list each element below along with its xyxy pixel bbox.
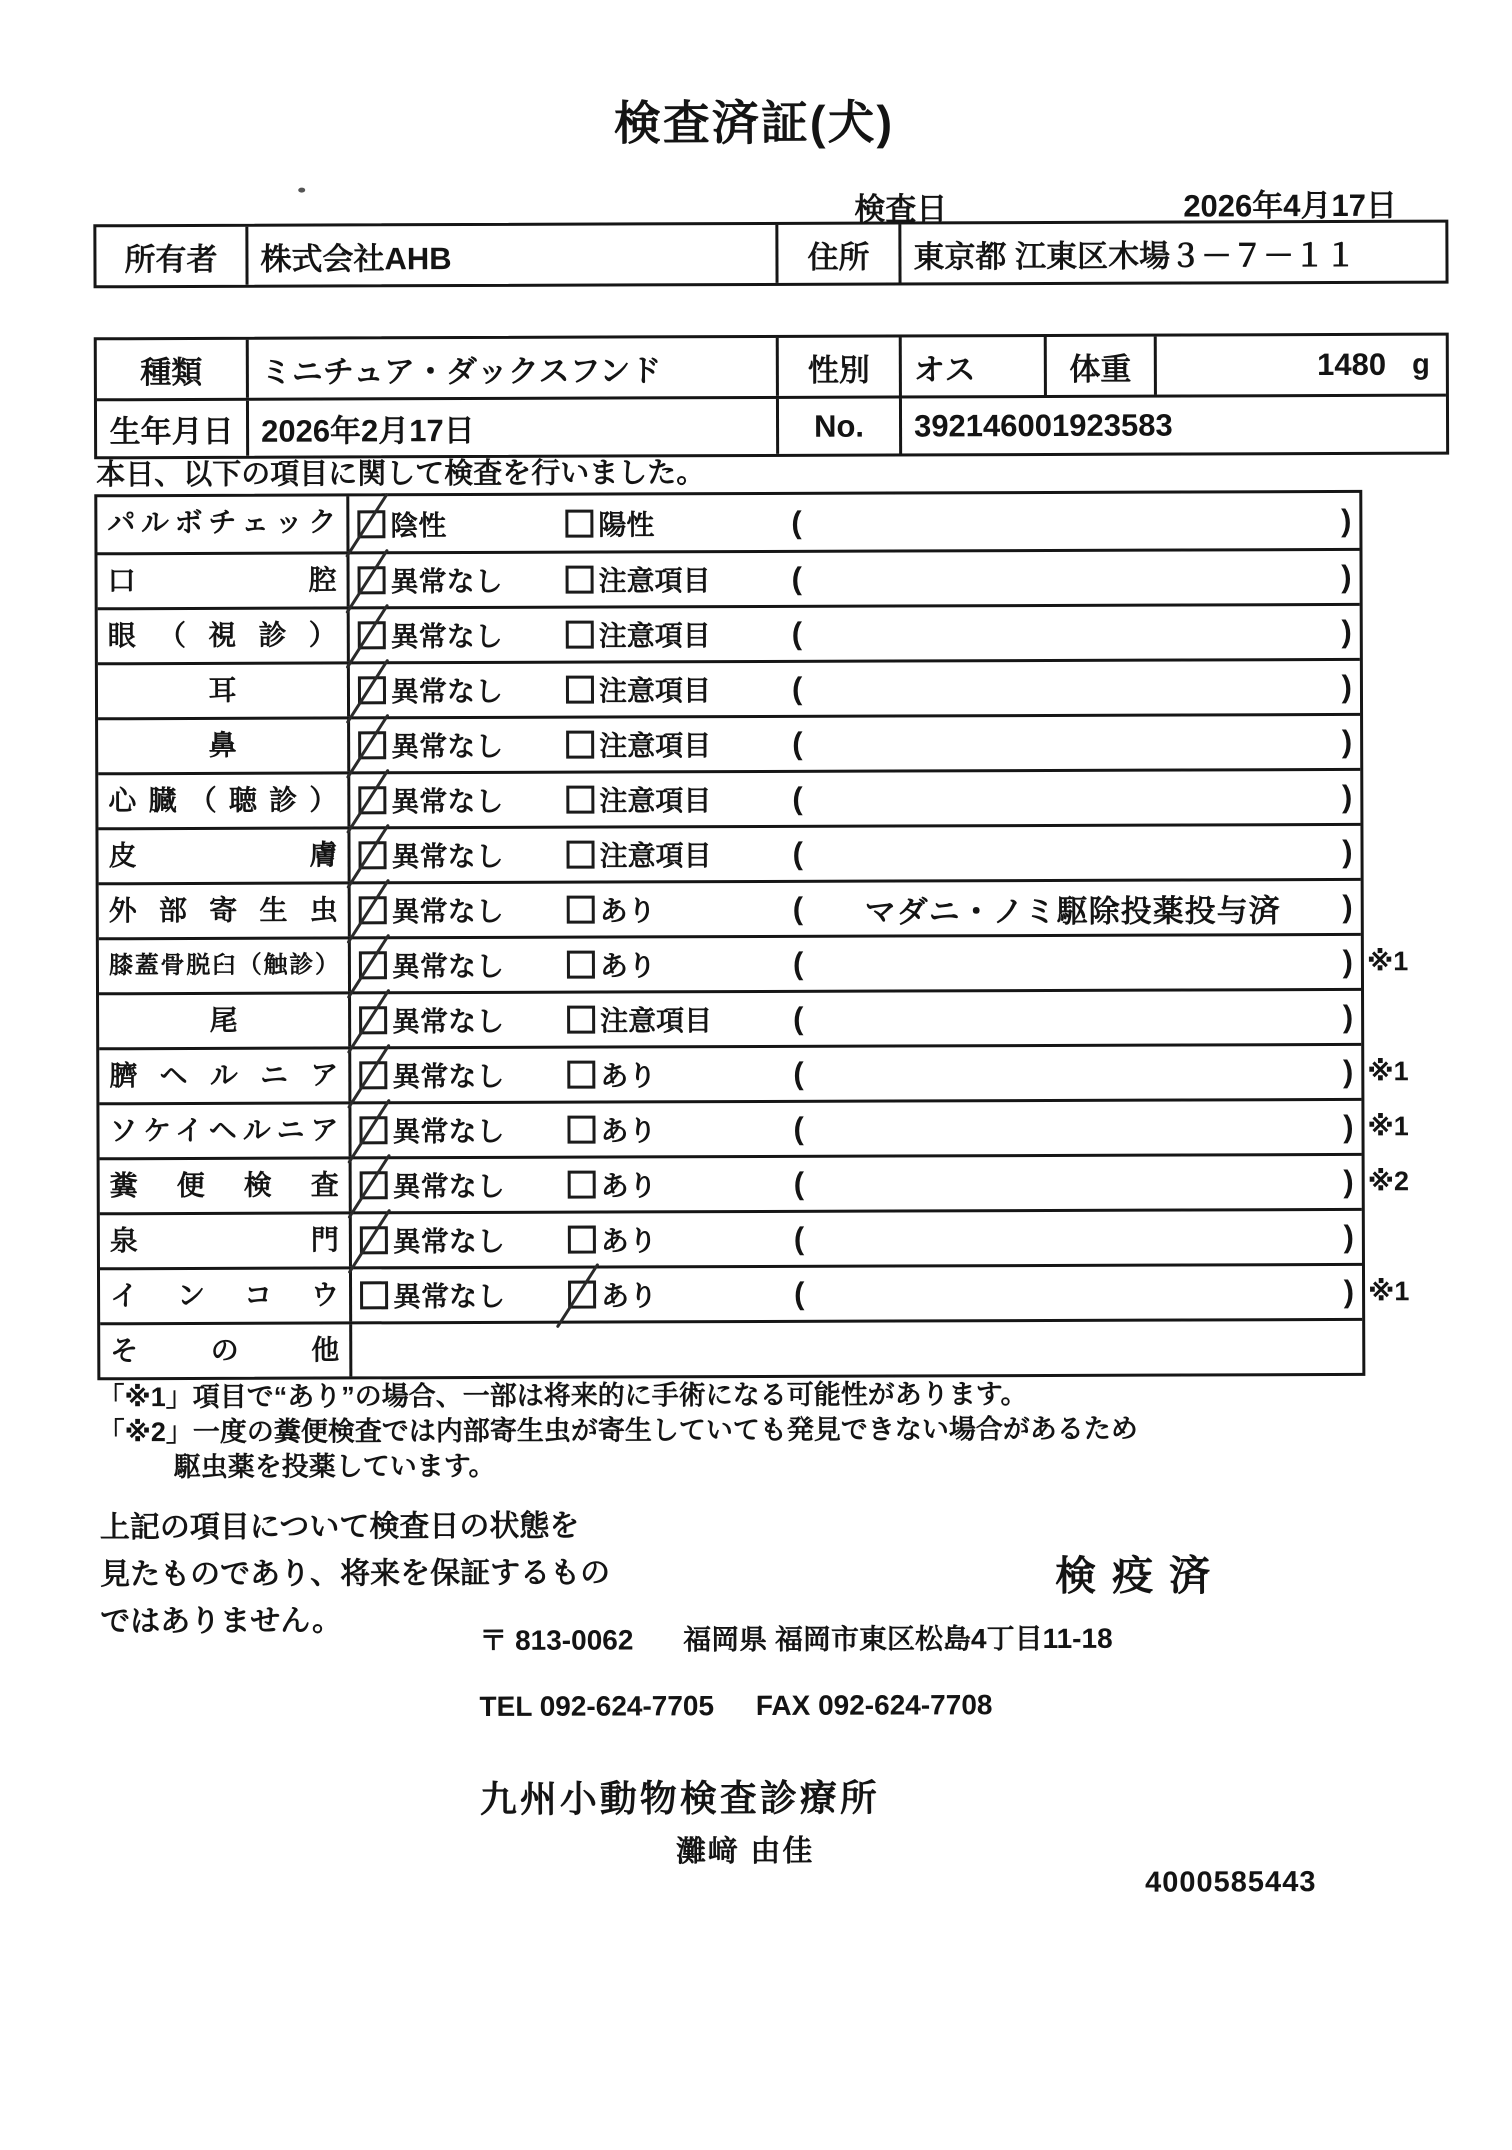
- inspection-table: [94, 490, 1410, 1380]
- item-label: 外部寄生虫: [99, 884, 351, 937]
- address-label: 住所: [778, 224, 901, 282]
- item-label: 尾: [99, 994, 351, 1047]
- check-mark: [345, 492, 389, 558]
- paren-open-bracket: (: [792, 890, 804, 926]
- checkbox-icon[interactable]: [358, 566, 386, 594]
- item-label: 泉門: [100, 1214, 352, 1267]
- footnote-line: 「※1」項目で“あり”の場合、一部は将来的に手術になる可能性があります。: [97, 1379, 1028, 1413]
- checkbox-option-2: [567, 1054, 753, 1095]
- option-label: 異常なし: [391, 895, 504, 928]
- item-result: [349, 551, 1359, 607]
- table-row: [99, 1098, 1409, 1157]
- option-label: 異常なし: [391, 785, 504, 818]
- option-label: あり: [599, 950, 656, 982]
- checkbox-icon[interactable]: [566, 786, 594, 814]
- table-row: [97, 548, 1359, 607]
- birth-label: 生年月日: [97, 401, 249, 457]
- checkbox-option-2: [567, 999, 753, 1040]
- option-label: 異常なし: [392, 1060, 505, 1093]
- clinic-postal-line: [479, 1617, 1112, 1659]
- checkbox-icon[interactable]: [568, 1281, 596, 1309]
- option-label: あり: [599, 895, 656, 927]
- disclaimer-line: 上記の項目について検査日の状態を: [99, 1509, 580, 1545]
- note-badge: ※1: [1366, 946, 1409, 977]
- paren-close-bracket: ): [1343, 1273, 1355, 1309]
- clinic-name: 九州小動物検査診療所: [479, 1777, 880, 1820]
- species-label: 種類: [97, 340, 249, 399]
- remarks-field: [753, 999, 1361, 1037]
- checkbox-option-2: [566, 614, 752, 655]
- paren-open-bracket: (: [793, 1000, 804, 1036]
- table-row: [99, 933, 1409, 992]
- check-mark: [345, 604, 389, 670]
- checkbox-option-2: [568, 1164, 754, 1205]
- clinic-tel: TEL 092-624-7705: [479, 1690, 715, 1722]
- remarks-value: [802, 687, 1341, 689]
- check-mark: [347, 1154, 391, 1220]
- checkbox-icon[interactable]: [357, 510, 385, 538]
- remarks-value: [804, 1182, 1343, 1184]
- paren-close-bracket: ): [1342, 833, 1353, 869]
- paren-close-bracket: ): [1342, 998, 1354, 1034]
- checkbox-icon[interactable]: [566, 731, 594, 759]
- weight-value: 1480: [1317, 346, 1387, 383]
- owner-label: 所有者: [96, 227, 248, 286]
- item-result: [352, 1266, 1362, 1322]
- table-row: [97, 493, 1359, 552]
- weight-cell: [1157, 336, 1446, 395]
- clinic-postal: 〒 813-0062: [479, 1624, 634, 1656]
- checkbox-icon[interactable]: [358, 621, 386, 649]
- remarks-field: [752, 559, 1360, 597]
- table-row: [99, 988, 1361, 1047]
- option-label: 注意項目: [599, 785, 712, 817]
- checkbox-icon[interactable]: [358, 786, 386, 814]
- address-value: 東京都 江東区木場３－７－１１: [913, 237, 1357, 274]
- note-badge: ※1: [1367, 1056, 1409, 1087]
- remarks-value: [803, 797, 1342, 799]
- remarks-field: [752, 669, 1360, 707]
- check-mark: [347, 1044, 391, 1110]
- item-label: 臍ヘルニア: [99, 1049, 351, 1102]
- sex-value: オス: [902, 337, 1047, 396]
- paren-open-bracket: (: [791, 504, 802, 540]
- option-label: 注意項目: [598, 620, 711, 652]
- option-label: 陽性: [598, 508, 655, 541]
- no-label: No.: [779, 398, 902, 453]
- table-row: [98, 768, 1360, 827]
- checkbox-option-2: [566, 834, 752, 875]
- checkbox-icon[interactable]: [566, 566, 594, 594]
- remarks-value: [803, 962, 1342, 964]
- item-label: 心臓（聴診）: [98, 774, 350, 827]
- item-result: [350, 826, 1360, 882]
- item-result: [352, 1211, 1362, 1267]
- table-row: [100, 1318, 1362, 1377]
- table-row: [98, 658, 1360, 717]
- paren-open-bracket: (: [793, 1165, 805, 1201]
- check-mark: [347, 1099, 391, 1165]
- paren-close-bracket: ): [1342, 943, 1353, 979]
- item-label: パルボチェック: [97, 496, 349, 552]
- item-label: ソケイヘルニア: [99, 1104, 351, 1157]
- paren-open-bracket: (: [792, 835, 803, 871]
- paren-open-bracket: (: [791, 670, 803, 706]
- remarks-field: [754, 1274, 1362, 1312]
- checkbox-icon[interactable]: [566, 676, 594, 704]
- checkbox-option-1: [358, 615, 566, 656]
- check-mark: [346, 714, 390, 780]
- checkbox-icon[interactable]: [568, 1226, 596, 1254]
- option-label: あり: [600, 1060, 657, 1092]
- checkbox-option-2: [568, 1274, 754, 1315]
- birth-value: 2026年2月17日: [249, 399, 779, 456]
- option-label: 異常なし: [391, 840, 504, 873]
- check-mark: [347, 934, 391, 1000]
- option-label: 注意項目: [600, 1005, 713, 1037]
- option-label: あり: [600, 1115, 657, 1147]
- quarantine-stamp: 検疫済: [1054, 1552, 1227, 1599]
- item-label: 鼻: [98, 719, 350, 772]
- item-result: [352, 1156, 1362, 1212]
- table-row: [98, 823, 1360, 882]
- remarks-value: [802, 742, 1341, 744]
- item-label: 耳: [98, 664, 350, 717]
- paren-close-bracket: ): [1342, 1053, 1354, 1089]
- checkbox-option-1: [357, 503, 565, 544]
- checkbox-icon[interactable]: [567, 1116, 595, 1144]
- pet-table: [94, 333, 1449, 460]
- remarks-field: [752, 614, 1360, 652]
- checkbox-option-2: [566, 669, 752, 710]
- paren-open-bracket: (: [791, 615, 803, 651]
- item-label: その他: [100, 1324, 352, 1377]
- paren-open-bracket: (: [791, 560, 802, 596]
- option-label: 異常なし: [393, 1280, 506, 1313]
- checkbox-option-1: [359, 945, 567, 986]
- checkbox-icon[interactable]: [359, 1006, 387, 1034]
- checkbox-option-1: [359, 1110, 567, 1151]
- option-label: あり: [601, 1280, 658, 1312]
- check-mark: [348, 1209, 392, 1275]
- checkbox-option-2: [567, 944, 753, 985]
- paren-open-bracket: (: [792, 780, 803, 816]
- clinic-tel-line: [479, 1689, 992, 1723]
- item-label: 糞便検査: [100, 1159, 352, 1212]
- option-label: 陰性: [390, 509, 447, 541]
- item-result: [351, 1101, 1361, 1157]
- footnotes: [97, 1377, 1138, 1486]
- remarks-value: [804, 1292, 1343, 1294]
- item-label: 眼（視診）: [98, 609, 350, 662]
- paren-close-bracket: ): [1343, 1108, 1354, 1144]
- checkbox-option-1: [359, 1000, 567, 1041]
- item-label: 口腔: [97, 554, 349, 607]
- checkbox-option-2: [566, 559, 752, 600]
- check-mark: [345, 549, 389, 615]
- option-label: 異常なし: [390, 675, 504, 708]
- option-label: あり: [600, 1225, 657, 1257]
- table-row: [98, 603, 1360, 662]
- option-label: 異常なし: [392, 1225, 505, 1258]
- remarks-field: [753, 1054, 1361, 1092]
- checkbox-icon[interactable]: [566, 841, 594, 869]
- item-result: [352, 1321, 1362, 1377]
- checkbox-icon[interactable]: [358, 676, 386, 704]
- paren-close-bracket: ): [1342, 888, 1353, 924]
- option-label: 異常なし: [392, 1170, 505, 1203]
- inspection-date-label: 検査日: [854, 191, 948, 227]
- paren-open-bracket: (: [794, 1275, 805, 1311]
- remarks-value: [804, 1072, 1343, 1074]
- remarks-field: [752, 834, 1360, 872]
- no-value: 392146001923583: [913, 407, 1173, 443]
- paren-close-bracket: ): [1341, 723, 1353, 759]
- inspection-date-value: 2026年4月17日: [1183, 187, 1398, 224]
- paren-open-bracket: (: [793, 1055, 804, 1091]
- checkbox-option-1: [359, 1055, 567, 1096]
- checkbox-icon[interactable]: [359, 896, 387, 924]
- sex-label: 性別: [779, 337, 902, 395]
- checkbox-icon[interactable]: [359, 1061, 387, 1089]
- checkbox-icon[interactable]: [358, 841, 386, 869]
- paren-close-bracket: ): [1341, 668, 1353, 704]
- remarks-field: [753, 944, 1361, 982]
- option-label: 異常なし: [391, 730, 504, 763]
- birth-row: [97, 394, 1446, 457]
- checkbox-icon[interactable]: [360, 1281, 388, 1309]
- table-row: [99, 1043, 1409, 1102]
- check-mark: [346, 769, 390, 835]
- checkbox-option-1: [358, 560, 566, 601]
- footnote-line: 駆虫薬を投薬しています。: [173, 1450, 496, 1483]
- paren-close-bracket: ): [1343, 1218, 1354, 1254]
- checkbox-option-2: [566, 724, 752, 765]
- paren-close-bracket: ): [1341, 778, 1353, 814]
- option-label: 異常なし: [390, 620, 503, 653]
- remarks-value: マダニ・ノミ駆除投薬投与済: [864, 892, 1281, 930]
- disclaimer-line: ではありません。: [100, 1604, 343, 1639]
- check-mark: [346, 879, 390, 945]
- owner-table: [93, 220, 1448, 289]
- serial-number: 4000585443: [1145, 1866, 1317, 1899]
- table-row: [100, 1153, 1410, 1212]
- item-result: [350, 606, 1360, 662]
- checkbox-icon[interactable]: [567, 1061, 595, 1089]
- item-result: [351, 991, 1361, 1047]
- note-badge: ※2: [1367, 1166, 1410, 1197]
- checkbox-icon[interactable]: [359, 951, 387, 979]
- checkbox-icon[interactable]: [566, 621, 594, 649]
- remarks-value: [802, 577, 1341, 579]
- checkbox-option-1: [359, 890, 567, 931]
- remarks-field: [753, 884, 1361, 931]
- item-result: [351, 881, 1361, 937]
- item-result: [350, 771, 1360, 827]
- remarks-value: [803, 852, 1342, 854]
- option-label: 注意項目: [599, 840, 712, 872]
- page-title: 検査済証(犬): [613, 95, 895, 150]
- checkbox-icon[interactable]: [567, 951, 595, 979]
- option-label: 異常なし: [392, 1115, 505, 1148]
- checkbox-option-1: [360, 1165, 568, 1206]
- item-result: [350, 661, 1360, 717]
- item-label: 膝蓋骨脱臼（触診）: [99, 939, 351, 992]
- clinic-fax: FAX 092-624-7708: [755, 1689, 993, 1722]
- checkbox-option-2: [568, 1219, 754, 1260]
- remarks-field: [754, 1219, 1362, 1257]
- vet-name: 灘﨑 由佳: [675, 1834, 815, 1869]
- option-label: 注意項目: [599, 730, 712, 762]
- item-result: [351, 1046, 1361, 1102]
- table-row: [100, 1208, 1362, 1267]
- option-label: 異常なし: [392, 1005, 505, 1038]
- remarks-field: [752, 724, 1360, 762]
- remarks-value: [803, 1017, 1342, 1019]
- item-label: インコウ: [100, 1269, 352, 1322]
- option-label: あり: [600, 1170, 657, 1202]
- remarks-value: [804, 1237, 1343, 1239]
- option-label: 異常なし: [391, 950, 504, 983]
- checkbox-option-1: [358, 725, 566, 766]
- remarks-field: [754, 1164, 1362, 1202]
- checkbox-icon[interactable]: [568, 1171, 596, 1199]
- checkbox-option-2: [566, 779, 752, 820]
- check-mark: [346, 824, 390, 890]
- remarks-value: [802, 632, 1341, 634]
- scan-speck: [298, 188, 305, 193]
- species-row: [97, 336, 1446, 399]
- paren-open-bracket: (: [792, 945, 804, 981]
- check-mark: [346, 659, 390, 725]
- checkbox-option-2: [565, 503, 751, 544]
- item-result: [349, 493, 1359, 552]
- checkbox-icon[interactable]: [358, 731, 386, 759]
- option-label: 注意項目: [598, 565, 711, 597]
- paren-open-bracket: (: [793, 1110, 804, 1146]
- table-row: [99, 878, 1361, 937]
- note-badge: ※1: [1368, 1276, 1410, 1307]
- paren-close-bracket: ): [1341, 613, 1352, 649]
- remarks-field: [753, 1109, 1361, 1147]
- clinic-address: 福岡県 福岡市東区松島4丁目11-18: [683, 1622, 1113, 1656]
- disclaimer-line: 見たものであり、将来を保証するもの: [99, 1556, 611, 1592]
- weight-unit: g: [1412, 348, 1430, 381]
- checkbox-option-1: [358, 835, 566, 876]
- weight-label: 体重: [1047, 337, 1157, 395]
- checkbox-option-1: [358, 780, 566, 821]
- item-result: [350, 716, 1360, 772]
- checkbox-option-1: [358, 670, 566, 711]
- species-value: ミニチュア・ダックスフンド: [249, 338, 779, 398]
- option-label: 注意項目: [598, 675, 712, 707]
- owner-value: 株式会社AHB: [248, 225, 778, 285]
- option-label: 異常なし: [390, 565, 503, 598]
- remarks-value: [802, 520, 1341, 522]
- owner-row: [96, 223, 1445, 286]
- checkbox-icon[interactable]: [567, 1006, 595, 1034]
- remarks-field: [752, 779, 1360, 817]
- item-label: 皮膚: [98, 829, 350, 882]
- remarks-field: [751, 502, 1359, 540]
- note-badge: ※1: [1367, 1111, 1409, 1142]
- intro-text: 本日、以下の項目に関して検査を行いました。: [96, 457, 706, 492]
- table-row: [98, 713, 1360, 772]
- checkbox-option-2: [567, 889, 753, 930]
- checkbox-option-1: [360, 1220, 568, 1261]
- paren-open-bracket: (: [793, 1220, 805, 1256]
- item-result: [351, 936, 1361, 992]
- checkbox-icon[interactable]: [360, 1171, 388, 1199]
- checkbox-icon[interactable]: [567, 896, 595, 924]
- paren-close-bracket: ): [1343, 1163, 1354, 1199]
- checkbox-option-1: [360, 1275, 568, 1316]
- table-row: [100, 1263, 1410, 1322]
- checkbox-icon[interactable]: [359, 1116, 387, 1144]
- paren-close-bracket: ): [1340, 502, 1352, 538]
- paren-close-bracket: ): [1341, 558, 1352, 594]
- remarks-value: [804, 1127, 1343, 1129]
- checkbox-option-2: [567, 1109, 753, 1150]
- footnote-line: 「※2」一度の糞便検査では内部寄生虫が寄生していても発見できない場合があるため: [97, 1413, 1138, 1448]
- checkbox-icon[interactable]: [360, 1226, 388, 1254]
- check-mark: [347, 989, 391, 1055]
- paren-open-bracket: (: [792, 725, 803, 761]
- checkbox-icon[interactable]: [565, 509, 593, 537]
